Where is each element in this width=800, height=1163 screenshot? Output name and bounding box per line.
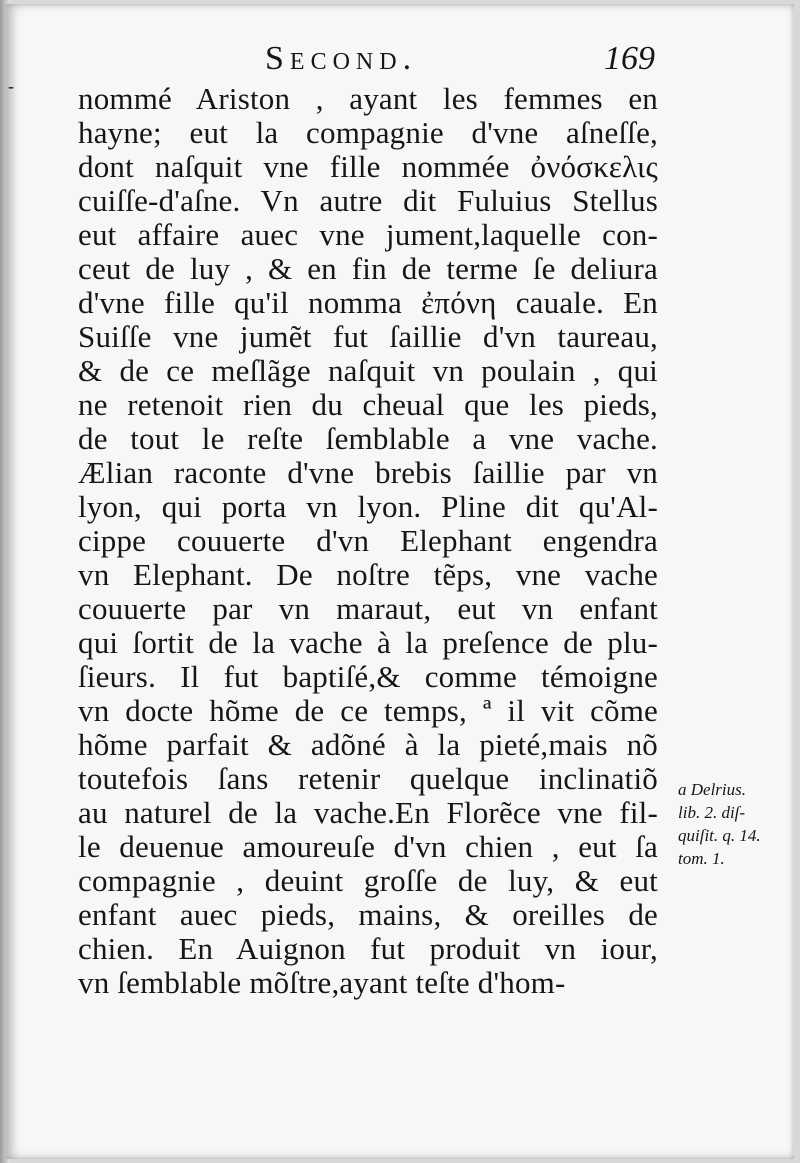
margin-note-line: quiſit. q. 14. (678, 826, 761, 845)
margin-note-line: a Delrius. (678, 780, 746, 799)
text-line: lyon, qui porta vn lyon. Pline dit qu'Al- (78, 489, 658, 524)
margin-note (678, 778, 786, 870)
text-line: de tout le reſte ſemblable a vne vache. (78, 421, 658, 456)
text-line: compagnie , deuint groſſe de luy, & eut (78, 863, 658, 898)
text-line: ne retenoit rien du cheual que les pieds, (78, 387, 658, 422)
page-header (75, 40, 655, 84)
text-line: au naturel de la vache.En Florẽce vne fil- (78, 795, 658, 830)
text-line: enfant auec pieds, mains, & oreilles de (78, 897, 658, 932)
text-line: Suiſſe vne jumẽt fut ſaillie d'vn taureau, (78, 319, 658, 354)
text-line: vn ſemblable mõſtre,ayant teſte d'hom- (78, 965, 566, 1000)
text-line: qui ſortit de la vache à la preſence de plu- (78, 625, 658, 660)
text-line: d'vne fille qu'il nomma ἐπόνη cauale. En (78, 285, 658, 320)
text-line: ſieurs. Il fut baptiſé,& comme témoigne (78, 659, 658, 694)
text-line: & de ce meſlãge naſquit vn poulain , qui (78, 353, 658, 388)
text-line: chien. En Auignon fut produit vn iour, (78, 931, 658, 966)
text-line: cuiſſe-d'aſne. Vn autre dit Fuluius Stellus (78, 183, 658, 218)
text-line: toutefois ſans retenir quelque inclinatiõ (78, 761, 658, 796)
text-line: nommé Ariston , ayant les femmes en (78, 81, 658, 116)
page-number: 169 (604, 40, 655, 77)
text-line: cippe couuerte d'vn Elephant engendra (78, 523, 658, 558)
margin-speck: - (8, 76, 14, 96)
body-text (78, 82, 658, 1000)
margin-note-line: lib. 2. diſ- (678, 803, 746, 822)
text-line: Ælian raconte d'vne brebis ſaillie par vn (78, 455, 658, 490)
text-line: hayne; eut la compagnie d'vne aſneſſe, (78, 115, 658, 150)
text-line: eut affaire auec vne jument,laquelle con- (78, 217, 658, 252)
text-line: vn Elephant. De noſtre tẽps, vne vache (78, 557, 658, 592)
text-line: ceut de luy , & en fin de terme ſe deliura (78, 251, 658, 286)
running-head: Second. (265, 40, 418, 77)
text-line: dont naſquit vne fille nommée ὀνόσκελις (78, 149, 658, 184)
text-line: hõme parfait & adõné à la pieté,mais nõ (78, 727, 658, 762)
margin-note-line: tom. 1. (678, 849, 725, 868)
text-line: le deuenue amoureuſe d'vn chien , eut ſa (78, 829, 658, 864)
text-line: vn docte hõme de ce temps, ª il vit cõme (78, 693, 658, 728)
text-line: couuerte par vn maraut, eut vn enfant (78, 591, 658, 626)
